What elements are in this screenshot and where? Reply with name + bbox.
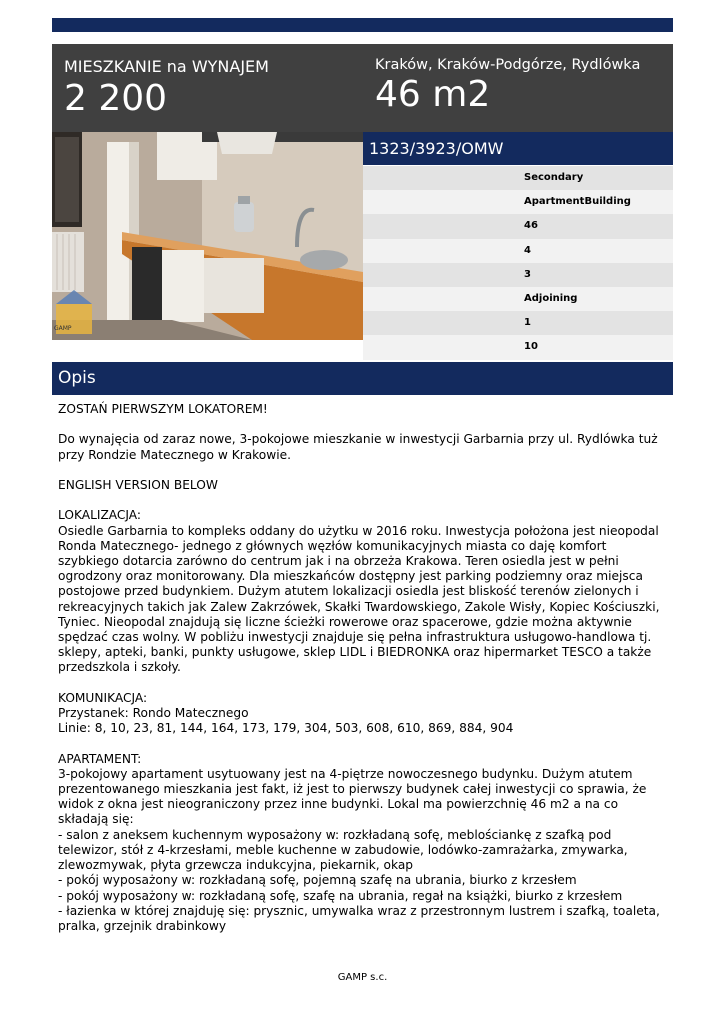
description-line: APARTAMENT:	[58, 751, 142, 766]
description-line	[58, 417, 670, 432]
photo-watermark: GAMP	[54, 325, 72, 332]
detail-row	[363, 214, 673, 238]
description-line: 3-pokojowy apartament usytuowany jest na 4-piętrze nowoczesnego budynku. Dużym atutem	[58, 766, 633, 781]
description-line	[58, 493, 670, 508]
area: 46 m2	[375, 74, 491, 115]
description-line: ENGLISH VERSION BELOW	[58, 478, 218, 493]
description-body	[58, 402, 670, 934]
property-photo	[52, 132, 363, 340]
detail-value: Adjoining	[524, 292, 578, 304]
price: 2 200	[64, 78, 168, 119]
description-line: Ronda Matecznego- jednego z głównych węzłów komunikacyjnych miasta co daję komfort	[58, 538, 607, 553]
description-line: Przystanek: Rondo Matecznego	[58, 706, 249, 721]
description-line: Tyniec. Nieopodal znajdują się liczne ścieżki rowerowe oraz spacerowe, gdzie można aktywnie	[58, 614, 632, 629]
top-accent-bar	[52, 18, 673, 32]
description-line: sklepy, apteki, banki, punkty usługowe, sklep LIDL i BIEDRONKA oraz hipermarket TESCO a także	[58, 645, 652, 660]
description-line: - łazienka w której znajduję się: prysznic, umywalka wraz z przestronnym lustrem i szafką, toaleta,	[58, 903, 660, 918]
description-heading-bar	[52, 362, 673, 395]
description-line: telewizor, stół z 4-krzesłami, meble kuchenne w zabudowie, lodówko-zamrażarka, zmywarka,	[58, 842, 628, 857]
description-line: - salon z aneksem kuchennym wyposażony w: rozkładaną sofę, meblościankę z szafką pod	[58, 827, 612, 842]
detail-value: 46	[524, 220, 538, 232]
description-line: LOKALIZACJA:	[58, 508, 142, 523]
description-line: widok z okna jest nieograniczony przez inne budynki. Lokal ma powierzchnię 46 m2 a na co	[58, 797, 619, 812]
reference-bar	[363, 132, 673, 165]
description-line: Linie: 8, 10, 23, 81, 144, 164, 173, 179, 304, 503, 608, 610, 869, 884, 904	[58, 721, 514, 736]
footer-company: GAMP s.c.	[337, 972, 388, 983]
description-line: pralka, grzejnik drabinkowy	[58, 918, 227, 933]
description-line: - pokój wyposażony w: rozkładaną sofę, pojemną szafę na ubrania, biurko z krzesłem	[58, 873, 577, 888]
description-line: KOMUNIKACJA:	[58, 690, 148, 705]
description-line: spędzać czas wolny. W pobliżu inwestycji znajduje się pełna infrastruktura usługowo-handlowa tj.	[58, 630, 652, 645]
description-line: postojowe przed budynkiem. Dużym atutem lokalizacji osiedla jest bliskość terenów zielonych i	[58, 584, 639, 599]
description-line: - pokój wyposażony w: rozkładaną sofę, szafę na ubrania, regał na książki, biurko z krzesłem	[58, 888, 623, 903]
detail-row	[363, 263, 673, 287]
detail-value: Secondary	[524, 172, 584, 183]
description-line: składają się:	[58, 812, 134, 827]
location: Kraków, Kraków-Podgórze, Rydlówka	[375, 57, 641, 73]
detail-value: ApartmentBuilding	[524, 196, 631, 208]
description-line: przedszkola i szkoły.	[58, 660, 181, 675]
description-line	[58, 676, 670, 691]
detail-row	[363, 190, 673, 214]
description-line: rekreacyjnych takich jak Zalew Zakrzówek, Skałki Twardowskiego, Zakole Wisły, Kopiec Kościuszki,	[58, 599, 660, 614]
detail-row	[363, 311, 673, 335]
description-line: Osiedle Garbarnia to kompleks oddany do użytku w 2016 roku. Inwestycja położona jest nieopodal	[58, 523, 659, 538]
details-table	[363, 166, 673, 360]
description-line: ZOSTAŃ PIERWSZYM LOKATOREM!	[58, 402, 268, 416]
description-line: zlewozmywak, płyta grzewcza indukcyjna, piekarnik, okap	[58, 858, 414, 873]
reference-number: 1323/3923/OMW	[369, 139, 504, 158]
detail-value: 10	[524, 341, 538, 353]
description-line: prezentowanego mieszkania jest fakt, iż jest to pierwszy budynek całej inwestycji co sprawia, że	[58, 782, 647, 797]
description-line: ogrodzony oraz monitorowany. Dla mieszkańców dostępny jest parking podziemny oraz miejsca	[58, 569, 643, 584]
description-line: Do wynajęcia od zaraz nowe, 3-pokojowe mieszkanie w inwestycji Garbarnia przy ul. Rydlówka tuż	[58, 432, 658, 447]
detail-row	[363, 166, 673, 190]
detail-value: 1	[524, 317, 531, 329]
description-line: szybkiego dotarcia zarówno do centrum jak i na obrzeża Krakowa. Teren osiedla jest w pełni	[58, 554, 619, 569]
description-line	[58, 736, 670, 751]
detail-value: 4	[524, 244, 531, 256]
detail-row	[363, 287, 673, 311]
description-line: przy Rondzie Matecznego w Krakowie.	[58, 447, 291, 462]
detail-row	[363, 239, 673, 263]
detail-value: 3	[524, 268, 531, 280]
offer-type: MIESZKANIE na WYNAJEM	[64, 57, 269, 76]
listing-header	[52, 44, 673, 132]
description-heading: Opis	[58, 368, 96, 388]
description-line	[58, 463, 670, 478]
detail-row	[363, 335, 673, 359]
